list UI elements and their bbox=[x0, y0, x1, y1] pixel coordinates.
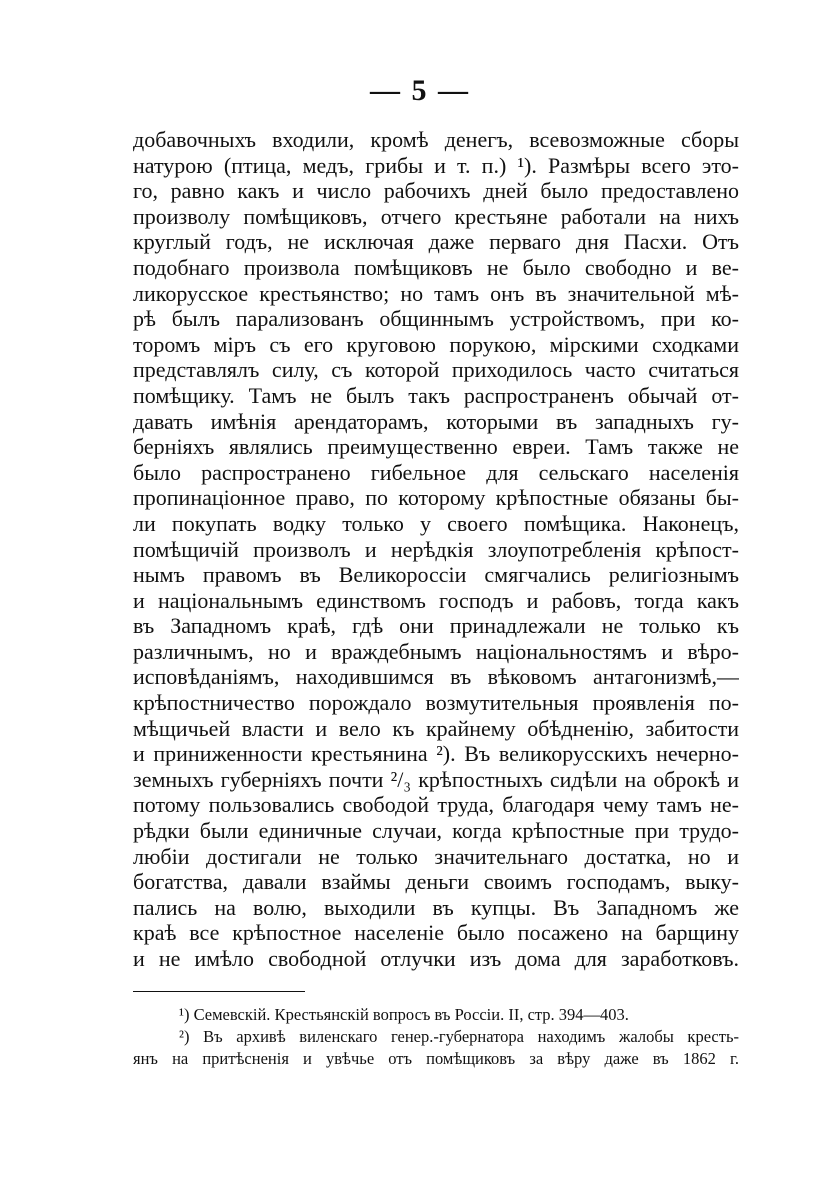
body-line: представлялъ силу, съ которой приходилось часто считаться bbox=[133, 357, 739, 383]
body-line: круглый годъ, не исключая даже перваго дня Пасхи. Отъ bbox=[133, 229, 739, 255]
page-number: — 5 — bbox=[370, 74, 470, 107]
footnote-2-continuation: янъ на притѣсненія и увѣчье отъ помѣщиковъ за вѣру даже въ 1862 г. bbox=[133, 1049, 739, 1068]
body-line: рѣ былъ парализованъ общиннымъ устройствомъ, при ко- bbox=[133, 306, 739, 332]
body-line: мѣщичьей власти и вело къ крайнему обѣдненію, забитости bbox=[133, 715, 739, 741]
footnote-divider bbox=[133, 991, 305, 992]
body-line: помѣщичій произволъ и нерѣдкія злоупотребленія крѣпост- bbox=[133, 536, 739, 562]
body-line: богатства, давали взаймы деньги своимъ господамъ, выку- bbox=[133, 869, 739, 895]
body-line: и приниженности крестьянина ²). Въ великорусскихъ нечерно- bbox=[133, 741, 739, 767]
body-line: подобнаго произвола помѣщиковъ не было свободно и ве- bbox=[133, 254, 739, 280]
body-text bbox=[133, 127, 739, 972]
body-line: краѣ все крѣпостное населеніе было посажено на барщину bbox=[133, 920, 739, 946]
body-line: и не имѣло свободной отлучки изъ дома для заработковъ. bbox=[133, 946, 739, 971]
body-line: рѣдки были единичные случаи, когда крѣпостные при трудо- bbox=[133, 818, 739, 844]
body-line: ликорусское крестьянство; но тамъ онъ въ значительной мѣ- bbox=[133, 280, 739, 306]
footnote-1: ¹) Семевскій. Крестьянскій вопросъ въ Россіи. II, стр. 394—403. bbox=[179, 1005, 629, 1024]
body-line: торомъ міръ съ его круговою порукою, мірскими сходками bbox=[133, 331, 739, 357]
body-line: потому пользовались свободой труда, благодаря чему тамъ не- bbox=[133, 792, 739, 818]
body-line: ли покупать водку только у своего помѣщика. Наконецъ, bbox=[133, 510, 739, 536]
body-line: давать имѣнія арендаторамъ, которыми въ западныхъ гу- bbox=[133, 408, 739, 434]
footnote-2: ²) Въ архивѣ виленскаго генер.-губернатора находимъ жалобы кресть- bbox=[179, 1027, 739, 1046]
body-line: въ Западномъ краѣ, гдѣ они принадлежали не только къ bbox=[133, 613, 739, 639]
body-line: пались на волю, выходили въ купцы. Въ Западномъ же bbox=[133, 894, 739, 920]
body-line: различнымъ, но и враждебнымъ національностямъ и вѣро- bbox=[133, 638, 739, 664]
body-line: натурою (птица, медъ, грибы и т. п.) ¹). Размѣры всего это- bbox=[133, 152, 739, 178]
body-line: го, равно какъ и число рабочихъ дней было предоставлено bbox=[133, 178, 739, 204]
body-line: нымъ правомъ въ Великороссіи смягчались религіознымъ bbox=[133, 562, 739, 588]
body-line: берніяхъ являлись преимущественно евреи. Тамъ также не bbox=[133, 434, 739, 460]
body-line: пропинаціонное право, по которому крѣпостные обязаны бы- bbox=[133, 485, 739, 511]
body-line: и національнымъ единствомъ господъ и рабовъ, тогда какъ bbox=[133, 587, 739, 613]
body-line: помѣщику. Тамъ не былъ такъ распространенъ обычай от- bbox=[133, 382, 739, 408]
body-line: произволу помѣщиковъ, отчего крестьяне работали на нихъ bbox=[133, 203, 739, 229]
body-line: добавочныхъ входили, кромѣ денегъ, всевозможные сборы bbox=[133, 127, 739, 152]
body-line: исповѣданіямъ, находившимся въ вѣковомъ антагонизмѣ,— bbox=[133, 664, 739, 690]
body-line: крѣпостничество порождало возмутительныя проявленія по- bbox=[133, 690, 739, 716]
body-line: было распространено гибельное для сельскаго населенія bbox=[133, 459, 739, 485]
body-line: земныхъ губерніяхъ почти ²/₃ крѣпостныхъ сидѣли на оброкѣ и bbox=[133, 766, 739, 792]
body-line: любіи достигали не только значительнаго достатка, но и bbox=[133, 843, 739, 869]
footnotes bbox=[133, 1004, 739, 1070]
